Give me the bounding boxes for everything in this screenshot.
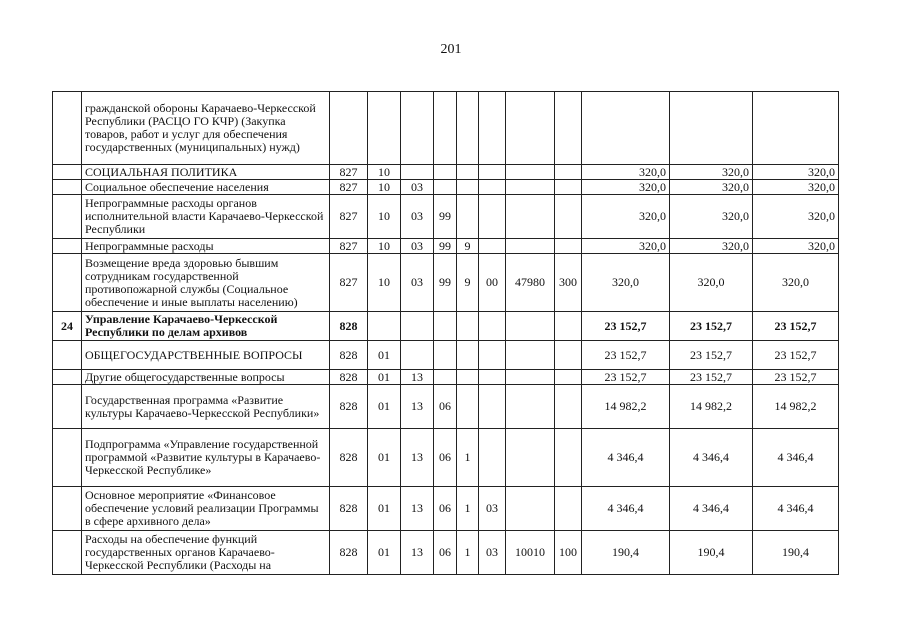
- table-row: [53, 239, 839, 254]
- subsection-code: 03: [401, 180, 434, 195]
- subprogram-code: [457, 92, 479, 165]
- amount-year-1: 320,0: [582, 180, 670, 195]
- section-code: 01: [368, 385, 401, 429]
- event-code: 03: [479, 487, 506, 531]
- amount-year-2: 320,0: [670, 239, 753, 254]
- row-name: ОБЩЕГОСУДАРСТВЕННЫЕ ВОПРОСЫ: [82, 341, 330, 370]
- subsection-code: 03: [401, 239, 434, 254]
- subsection-code: 13: [401, 487, 434, 531]
- section-code: 01: [368, 370, 401, 385]
- amount-year-3: 4 346,4: [753, 487, 839, 531]
- amount-year-1: 320,0: [582, 254, 670, 312]
- direction-code: [506, 195, 555, 239]
- program-code: 99: [434, 254, 457, 312]
- ministry-code: 827: [330, 165, 368, 180]
- program-code: [434, 165, 457, 180]
- expense-type-code: [555, 165, 582, 180]
- row-name: Подпрограмма «Управление государственной программой «Развитие культуры в Карачаево-Черкесской Республике»: [82, 429, 330, 487]
- row-number: 24: [53, 312, 82, 341]
- ministry-code: 827: [330, 239, 368, 254]
- subprogram-code: 1: [457, 429, 479, 487]
- amount-year-2: 4 346,4: [670, 429, 753, 487]
- table-row: [53, 254, 839, 312]
- page-number: 201: [440, 42, 462, 57]
- subprogram-code: [457, 385, 479, 429]
- direction-code: [506, 429, 555, 487]
- subprogram-code: 9: [457, 239, 479, 254]
- ministry-code: 827: [330, 254, 368, 312]
- section-code: 10: [368, 239, 401, 254]
- subprogram-code: 1: [457, 487, 479, 531]
- direction-code: [506, 341, 555, 370]
- budget-table-body: [53, 92, 839, 575]
- row-number: [53, 341, 82, 370]
- ministry-code: 828: [330, 429, 368, 487]
- subsection-code: 13: [401, 385, 434, 429]
- ministry-code: [330, 92, 368, 165]
- row-number: [53, 165, 82, 180]
- section-code: [368, 312, 401, 341]
- ministry-code: 827: [330, 180, 368, 195]
- subprogram-code: [457, 312, 479, 341]
- event-code: [479, 370, 506, 385]
- amount-year-1: 320,0: [582, 195, 670, 239]
- direction-code: [506, 92, 555, 165]
- expense-type-code: 100: [555, 531, 582, 575]
- amount-year-2: 320,0: [670, 195, 753, 239]
- amount-year-1: [582, 92, 670, 165]
- ministry-code: 828: [330, 487, 368, 531]
- direction-code: 10010: [506, 531, 555, 575]
- program-code: 06: [434, 531, 457, 575]
- table-row: [53, 429, 839, 487]
- amount-year-1: 14 982,2: [582, 385, 670, 429]
- expense-type-code: [555, 239, 582, 254]
- direction-code: [506, 180, 555, 195]
- row-number: [53, 239, 82, 254]
- table-row: [53, 92, 839, 165]
- program-code: [434, 370, 457, 385]
- amount-year-2: [670, 92, 753, 165]
- program-code: 06: [434, 487, 457, 531]
- ministry-code: 828: [330, 531, 368, 575]
- amount-year-2: 320,0: [670, 254, 753, 312]
- amount-year-2: 14 982,2: [670, 385, 753, 429]
- subprogram-code: [457, 165, 479, 180]
- program-code: 06: [434, 429, 457, 487]
- expense-type-code: [555, 195, 582, 239]
- subsection-code: 13: [401, 370, 434, 385]
- amount-year-1: 4 346,4: [582, 429, 670, 487]
- ministry-code: 828: [330, 312, 368, 341]
- amount-year-2: 23 152,7: [670, 370, 753, 385]
- amount-year-3: [753, 92, 839, 165]
- expense-type-code: [555, 180, 582, 195]
- amount-year-3: 14 982,2: [753, 385, 839, 429]
- table-row: [53, 487, 839, 531]
- amount-year-1: 23 152,7: [582, 312, 670, 341]
- amount-year-3: 4 346,4: [753, 429, 839, 487]
- row-name: СОЦИАЛЬНАЯ ПОЛИТИКА: [82, 165, 330, 180]
- ministry-code: 828: [330, 370, 368, 385]
- expense-type-code: [555, 341, 582, 370]
- row-name: Другие общегосударственные вопросы: [82, 370, 330, 385]
- direction-code: [506, 487, 555, 531]
- row-name: Возмещение вреда здоровью бывшим сотрудникам государственной противопожарной службы (Социальное обеспечение и иные выплаты населению): [82, 254, 330, 312]
- section-code: 01: [368, 429, 401, 487]
- amount-year-3: 23 152,7: [753, 341, 839, 370]
- direction-code: [506, 312, 555, 341]
- amount-year-2: 23 152,7: [670, 341, 753, 370]
- expense-type-code: [555, 385, 582, 429]
- expense-type-code: [555, 487, 582, 531]
- amount-year-3: 23 152,7: [753, 370, 839, 385]
- subsection-code: [401, 341, 434, 370]
- amount-year-3: 320,0: [753, 165, 839, 180]
- subsection-code: 13: [401, 429, 434, 487]
- event-code: [479, 195, 506, 239]
- direction-code: [506, 385, 555, 429]
- section-code: 01: [368, 531, 401, 575]
- event-code: [479, 165, 506, 180]
- section-code: 10: [368, 180, 401, 195]
- program-code: [434, 341, 457, 370]
- amount-year-2: 320,0: [670, 180, 753, 195]
- row-number: [53, 487, 82, 531]
- amount-year-1: 190,4: [582, 531, 670, 575]
- section-code: 10: [368, 165, 401, 180]
- event-code: [479, 180, 506, 195]
- direction-code: [506, 165, 555, 180]
- row-number: [53, 180, 82, 195]
- table-row: [53, 195, 839, 239]
- row-name: Социальное обеспечение населения: [82, 180, 330, 195]
- amount-year-3: 320,0: [753, 195, 839, 239]
- program-code: 06: [434, 385, 457, 429]
- table-row: [53, 385, 839, 429]
- row-name: Непрограммные расходы органов исполнительной власти Карачаево-Черкесской Республики: [82, 195, 330, 239]
- section-code: 10: [368, 254, 401, 312]
- row-name: Непрограммные расходы: [82, 239, 330, 254]
- subsection-code: 03: [401, 254, 434, 312]
- table-row: [53, 165, 839, 180]
- amount-year-2: 4 346,4: [670, 487, 753, 531]
- subprogram-code: [457, 370, 479, 385]
- expense-type-code: [555, 312, 582, 341]
- event-code: [479, 385, 506, 429]
- amount-year-2: 23 152,7: [670, 312, 753, 341]
- row-name: Управление Карачаево-Черкесской Республики по делам архивов: [82, 312, 330, 341]
- amount-year-1: 23 152,7: [582, 370, 670, 385]
- expense-type-code: [555, 429, 582, 487]
- amount-year-3: 190,4: [753, 531, 839, 575]
- subprogram-code: [457, 180, 479, 195]
- amount-year-3: 320,0: [753, 180, 839, 195]
- event-code: [479, 92, 506, 165]
- table-row: [53, 341, 839, 370]
- event-code: 03: [479, 531, 506, 575]
- row-number: [53, 385, 82, 429]
- expense-type-code: [555, 370, 582, 385]
- row-number: [53, 429, 82, 487]
- section-code: 01: [368, 341, 401, 370]
- expense-type-code: [555, 92, 582, 165]
- row-name: Государственная программа «Развитие культуры Карачаево-Черкесской Республики»: [82, 385, 330, 429]
- subsection-code: [401, 312, 434, 341]
- table-row: [53, 531, 839, 575]
- subsection-code: 13: [401, 531, 434, 575]
- row-number: [53, 370, 82, 385]
- row-number: [53, 254, 82, 312]
- amount-year-3: 23 152,7: [753, 312, 839, 341]
- program-code: [434, 180, 457, 195]
- event-code: [479, 312, 506, 341]
- subsection-code: 03: [401, 195, 434, 239]
- ministry-code: 828: [330, 341, 368, 370]
- row-number: [53, 531, 82, 575]
- amount-year-3: 320,0: [753, 239, 839, 254]
- table-row: [53, 180, 839, 195]
- amount-year-1: 320,0: [582, 165, 670, 180]
- row-number: [53, 195, 82, 239]
- row-name: Расходы на обеспечение функций государственных органов Карачаево-Черкесской Республики (Расходы на: [82, 531, 330, 575]
- ministry-code: 827: [330, 195, 368, 239]
- row-number: [53, 92, 82, 165]
- subprogram-code: 9: [457, 254, 479, 312]
- program-code: 99: [434, 239, 457, 254]
- amount-year-3: 320,0: [753, 254, 839, 312]
- ministry-code: 828: [330, 385, 368, 429]
- event-code: [479, 429, 506, 487]
- section-code: 10: [368, 195, 401, 239]
- program-code: [434, 92, 457, 165]
- amount-year-1: 4 346,4: [582, 487, 670, 531]
- subprogram-code: [457, 341, 479, 370]
- section-code: [368, 92, 401, 165]
- amount-year-2: 320,0: [670, 165, 753, 180]
- subsection-code: [401, 92, 434, 165]
- direction-code: 47980: [506, 254, 555, 312]
- amount-year-1: 23 152,7: [582, 341, 670, 370]
- row-name: Основное мероприятие «Финансовое обеспечение условий реализации Программы в сфере архивного дела»: [82, 487, 330, 531]
- row-name: гражданской обороны Карачаево-Черкесской Республики (РАСЦО ГО КЧР) (Закупка товаров, работ и услуг для обеспечения государственных (муниципальных) нужд): [82, 92, 330, 165]
- amount-year-2: 190,4: [670, 531, 753, 575]
- expense-type-code: 300: [555, 254, 582, 312]
- direction-code: [506, 239, 555, 254]
- program-code: [434, 312, 457, 341]
- event-code: [479, 341, 506, 370]
- section-code: 01: [368, 487, 401, 531]
- table-row: [53, 370, 839, 385]
- subprogram-code: [457, 195, 479, 239]
- direction-code: [506, 370, 555, 385]
- table-row: [53, 312, 839, 341]
- program-code: 99: [434, 195, 457, 239]
- event-code: 00: [479, 254, 506, 312]
- budget-table: [52, 91, 839, 575]
- event-code: [479, 239, 506, 254]
- amount-year-1: 320,0: [582, 239, 670, 254]
- subsection-code: [401, 165, 434, 180]
- subprogram-code: 1: [457, 531, 479, 575]
